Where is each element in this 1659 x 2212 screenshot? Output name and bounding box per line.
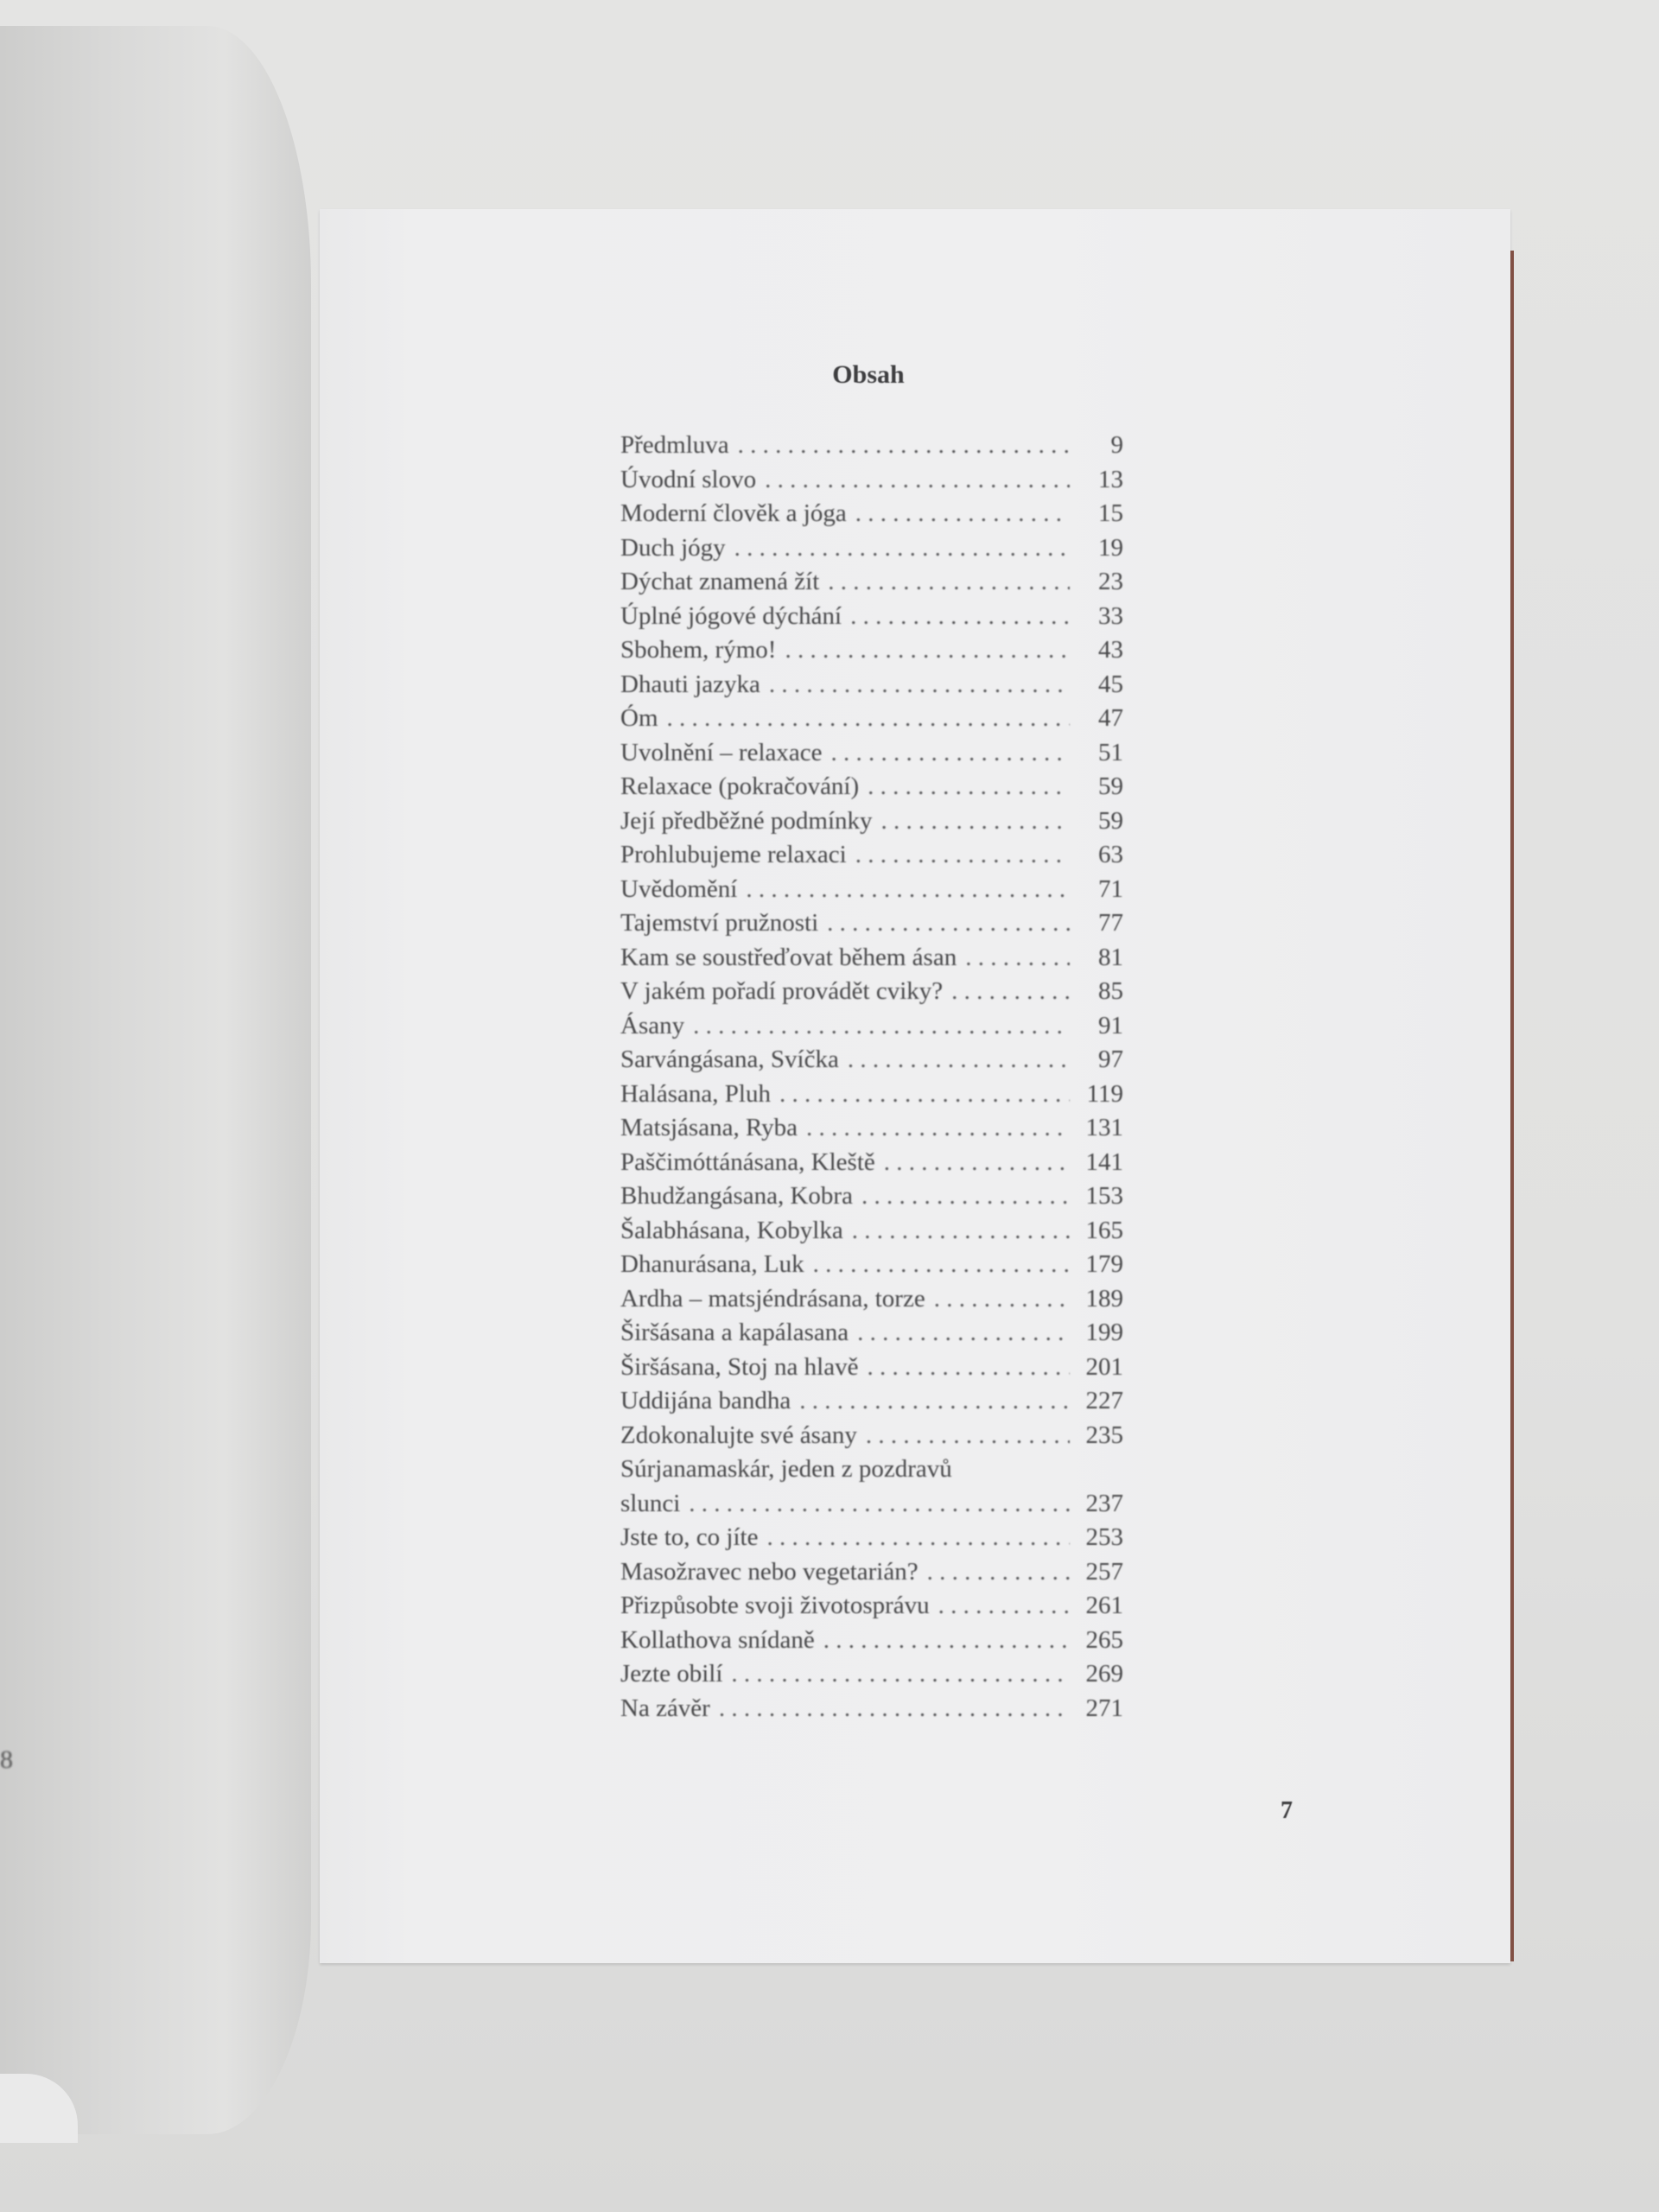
toc-entry-title-continued: slunci — [620, 1489, 681, 1517]
toc-leader-dots — [848, 1043, 1070, 1077]
toc-entry-title: Širšásana a kapálasana — [620, 1319, 849, 1346]
toc-entry — [620, 736, 1123, 771]
toc-entry-title: Masožravec nebo vegetarián? — [620, 1557, 918, 1586]
toc-entry-title: Bhudžangásana, Kobra — [620, 1182, 853, 1210]
toc-entry — [620, 873, 1123, 907]
toc-entry — [620, 1282, 1123, 1317]
toc-entry — [620, 1555, 1123, 1590]
toc-entry-title: Súrjanamaskár, jeden z pozdravů — [620, 1455, 952, 1483]
toc-entry-page: 131 — [1085, 1114, 1123, 1141]
toc-entry-page: 71 — [1098, 874, 1123, 903]
toc-entry-title: Dhanurásana, Luk — [620, 1250, 804, 1278]
toc-entry-page: 199 — [1085, 1319, 1123, 1346]
toc-leader-dots — [766, 1521, 1070, 1555]
toc-entry-page: 165 — [1085, 1216, 1123, 1244]
toc-leader-dots — [868, 770, 1070, 804]
toc-entry — [620, 1589, 1123, 1624]
toc-entry-page: 51 — [1098, 738, 1123, 766]
toc-entry — [620, 429, 1123, 463]
toc-entry-page: 47 — [1098, 704, 1123, 732]
table-of-contents — [620, 429, 1123, 1726]
toc-entry-page: 237 — [1085, 1489, 1123, 1517]
toc-leader-dots — [831, 736, 1070, 771]
toc-leader-dots — [823, 1624, 1070, 1658]
toc-entry-page: 59 — [1098, 806, 1123, 835]
toc-entry-page: 153 — [1085, 1182, 1123, 1210]
toc-entry-page: 189 — [1085, 1284, 1123, 1313]
toc-leader-dots — [861, 1179, 1070, 1214]
toc-entry-page: 269 — [1085, 1660, 1123, 1688]
toc-entry-title: Tajemství pružnosti — [620, 909, 819, 937]
toc-entry-title: Na závěr — [620, 1694, 710, 1722]
toc-entry-page: 265 — [1085, 1625, 1123, 1654]
toc-leader-dots — [734, 531, 1070, 566]
toc-entry-title: Jste to, co jíte — [620, 1523, 759, 1551]
toc-entry-page: 45 — [1098, 670, 1123, 698]
toc-entry — [620, 463, 1123, 498]
toc-leader-dots — [951, 975, 1070, 1009]
toc-entry-page: 119 — [1086, 1079, 1123, 1108]
toc-entry — [620, 838, 1123, 873]
toc-entry-page: 201 — [1085, 1352, 1123, 1381]
toc-leader-dots — [779, 1077, 1070, 1112]
toc-leader-dots — [731, 1657, 1070, 1692]
toc-leader-dots — [866, 1419, 1070, 1453]
page-title: Obsah — [832, 360, 905, 389]
toc-entry — [620, 1452, 1123, 1487]
toc-entry-page: 179 — [1085, 1250, 1123, 1278]
toc-entry — [620, 1624, 1123, 1658]
toc-entry — [620, 1111, 1123, 1146]
toc-entry-title: Širšásana, Stoj na hlavě — [620, 1352, 859, 1381]
toc-entry — [620, 1419, 1123, 1453]
toc-entry-page: 91 — [1098, 1011, 1123, 1039]
toc-entry-page: 97 — [1098, 1046, 1123, 1073]
toc-leader-dots — [881, 804, 1070, 839]
toc-entry-page: 13 — [1098, 465, 1123, 493]
toc-leader-dots — [719, 1692, 1070, 1726]
toc-entry-title: Úvodní slovo — [620, 465, 757, 493]
toc-leader-dots — [857, 1316, 1070, 1351]
toc-leader-dots — [746, 873, 1070, 907]
toc-leader-dots — [927, 1555, 1070, 1590]
toc-entry — [620, 1009, 1123, 1044]
toc-entry-title: Matsjásana, Ryba — [620, 1114, 798, 1141]
toc-leader-dots — [813, 1248, 1070, 1282]
toc-entry-page: 43 — [1098, 636, 1123, 664]
toc-entry-title: Uvolnění – relaxace — [620, 738, 823, 766]
toc-entry-title: Uddijána bandha — [620, 1387, 791, 1414]
toc-leader-dots — [850, 600, 1070, 634]
toc-leader-dots — [693, 1009, 1070, 1044]
toc-entry — [620, 497, 1123, 531]
toc-entry — [620, 531, 1123, 566]
toc-leader-dots — [667, 702, 1071, 736]
toc-leader-dots — [938, 1589, 1070, 1624]
toc-entry — [620, 1179, 1123, 1214]
toc-entry — [620, 702, 1123, 736]
toc-entry-title: Óm — [620, 704, 658, 732]
toc-entry — [620, 600, 1123, 634]
toc-entry-page: 59 — [1098, 772, 1123, 800]
toc-entry-title: Zdokonalujte své ásany — [620, 1421, 857, 1449]
toc-entry-title: Duch jógy — [620, 533, 726, 562]
toc-entry-title: Prohlubujeme relaxaci — [620, 841, 847, 868]
toc-entry-title: Jezte obilí — [620, 1660, 723, 1688]
toc-leader-dots — [828, 565, 1070, 600]
toc-entry — [620, 668, 1123, 702]
toc-entry-page: 253 — [1085, 1523, 1123, 1551]
toc-entry — [620, 565, 1123, 600]
toc-entry — [620, 906, 1123, 941]
toc-entry — [620, 804, 1123, 839]
toc-entry-title: Ásany — [620, 1011, 685, 1039]
toc-leader-dots — [965, 941, 1070, 976]
page-number: 7 — [1281, 1797, 1293, 1824]
toc-entry — [620, 975, 1123, 1009]
toc-entry-title: Předmluva — [620, 431, 729, 459]
toc-entry-page: 9 — [1110, 431, 1123, 459]
toc-leader-dots — [689, 1487, 1070, 1522]
toc-entry-page: 23 — [1098, 568, 1123, 595]
toc-leader-dots — [852, 1214, 1070, 1249]
toc-entry-title: Dýchat znamená žít — [620, 568, 820, 595]
toc-entry-page: 227 — [1085, 1387, 1123, 1414]
toc-entry — [620, 1316, 1123, 1351]
toc-entry — [620, 1351, 1123, 1385]
toc-leader-dots — [884, 1146, 1070, 1180]
toc-entry-title: Uvědomění — [620, 874, 738, 903]
toc-leader-dots — [855, 497, 1070, 531]
toc-entry — [620, 633, 1123, 668]
toc-entry-page: 271 — [1085, 1694, 1123, 1722]
toc-entry-title: Sbohem, rýmo! — [620, 636, 777, 664]
toc-leader-dots — [738, 429, 1070, 463]
toc-entry-title: Ardha – matsjéndrásana, torze — [620, 1284, 925, 1313]
toc-entry-title: Dhauti jazyka — [620, 670, 760, 698]
toc-leader-dots — [785, 633, 1070, 668]
toc-leader-dots — [799, 1384, 1070, 1419]
toc-entry — [620, 1214, 1123, 1249]
toc-entry — [620, 1692, 1123, 1726]
toc-entry-page: 19 — [1098, 533, 1123, 562]
toc-entry-page: 33 — [1098, 601, 1123, 630]
toc-entry — [620, 1146, 1123, 1180]
toc-leader-dots — [855, 838, 1070, 873]
toc-leader-dots — [867, 1351, 1070, 1385]
toc-entry — [620, 1077, 1123, 1112]
toc-entry-title: Kam se soustřeďovat během ásan — [620, 943, 957, 971]
toc-entry — [620, 1043, 1123, 1077]
toc-entry-title: Šalabhásana, Kobylka — [620, 1216, 843, 1244]
toc-entry-title: Moderní člověk a jóga — [620, 499, 847, 527]
right-page — [320, 209, 1510, 1963]
toc-entry-title: Relaxace (pokračování) — [620, 772, 860, 800]
toc-leader-dots — [827, 906, 1070, 941]
toc-leader-dots — [806, 1111, 1070, 1146]
toc-entry — [620, 1248, 1123, 1282]
toc-entry-page: 85 — [1098, 977, 1123, 1005]
toc-entry — [620, 1384, 1123, 1419]
toc-entry-title: V jakém pořadí provádět cviky? — [620, 977, 944, 1005]
toc-leader-dots — [765, 463, 1070, 498]
toc-entry-title: Sarvángásana, Svíčka — [620, 1046, 839, 1073]
toc-entry-page: 15 — [1098, 499, 1123, 527]
toc-entry-page: 235 — [1085, 1421, 1123, 1449]
left-page-number: 8 — [0, 1745, 13, 1774]
toc-entry-page: 81 — [1098, 943, 1123, 971]
toc-entry-title: Paščimóttánásana, Kleště — [620, 1147, 875, 1176]
toc-entry-continuation — [620, 1487, 1123, 1522]
toc-entry-title: Úplné jógové dýchání — [620, 601, 842, 630]
toc-entry-title: Kollathova snídaně — [620, 1625, 815, 1654]
toc-entry — [620, 1521, 1123, 1555]
toc-entry-page: 141 — [1085, 1147, 1123, 1176]
toc-leader-dots — [934, 1282, 1070, 1317]
toc-entry-title: Její předběžné podmínky — [620, 806, 873, 835]
toc-entry-title: Přizpůsobte svoji životosprávu — [620, 1592, 930, 1619]
toc-entry-page: 257 — [1085, 1557, 1123, 1586]
toc-entry-page: 261 — [1085, 1592, 1123, 1619]
toc-entry-page: 77 — [1098, 909, 1123, 937]
toc-entry — [620, 941, 1123, 976]
toc-entry-title: Halásana, Pluh — [620, 1079, 771, 1108]
toc-entry — [620, 1657, 1123, 1692]
left-page — [0, 26, 311, 2134]
toc-leader-dots — [769, 668, 1070, 702]
toc-entry-page: 63 — [1098, 841, 1123, 868]
toc-entry — [620, 770, 1123, 804]
